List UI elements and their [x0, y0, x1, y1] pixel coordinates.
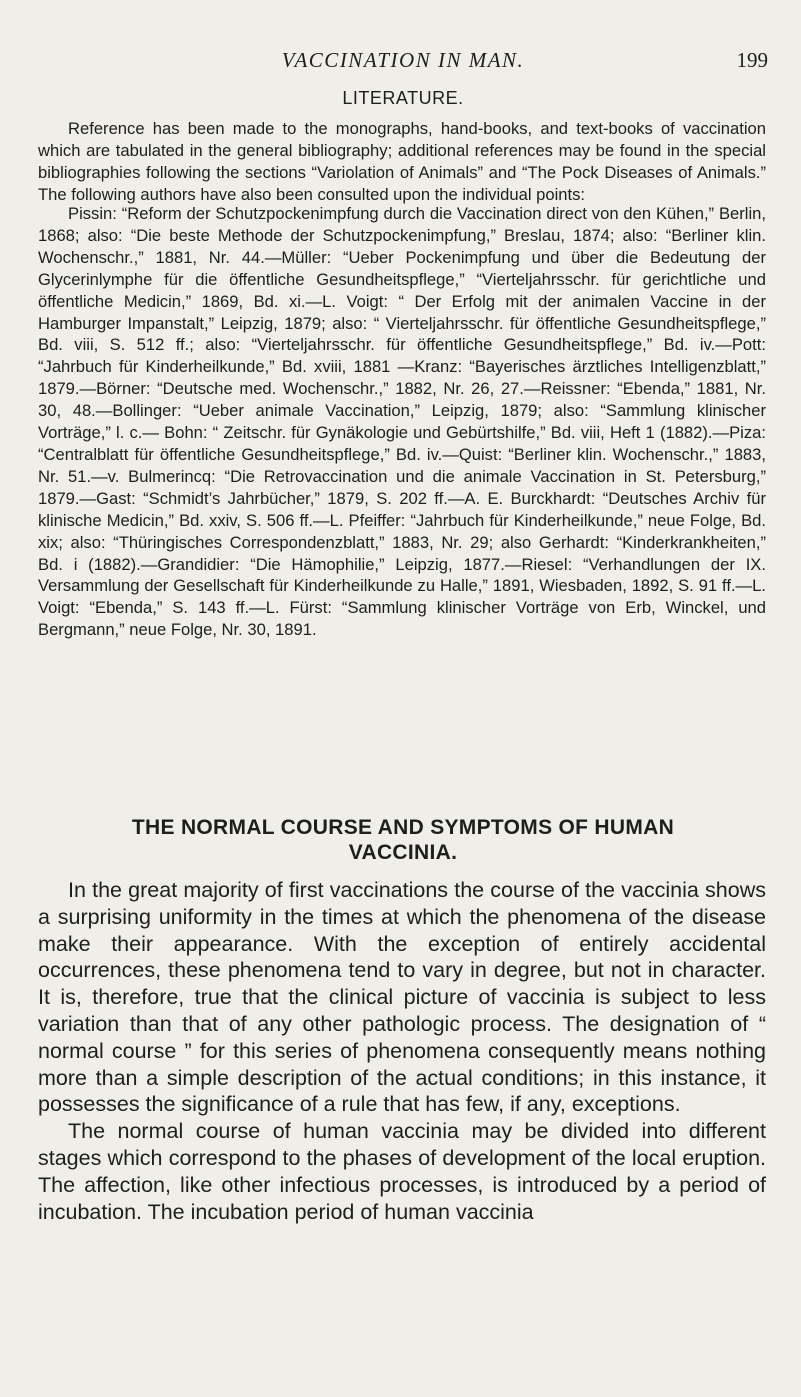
- literature-intro: [38, 118, 766, 206]
- page-number: 199: [736, 48, 768, 72]
- literature-heading: LITERATURE.: [342, 88, 464, 108]
- running-head: [38, 48, 768, 78]
- body-paragraph-2: The normal course of human vaccinia may be divided into different stages which correspond to the phases of development of the local eruption. The affection, like other infectious processes, is introduced by a period of incubation. The incubation period of human vaccinia: [38, 1119, 766, 1224]
- references-paragraph: Pissin: “Reform der Schutzpockenimpfung durch die Vaccination direct von den Kühen,” Berlin, 1868; also: “Die beste Methode der Schutzpockenimpfung,” Breslau, 1874; also: “Berliner klin. Wochenschr.,” 1881, Nr. 44.—Müller: “Ueber Pockenimpfung und über die Bedeutung der Glycerinlymphe für die öffentliche Gesundheitspflege,” “Vierteljahrsschr. für gerichtliche und öffentliche Medicin,” 1869, Bd. xi.—L. Voigt: “ Der Erfolg mit der animalen Vaccine in der Hamburger Impanstalt,” Leipzig, 1879; also: “ Vierteljahrsschr. für öffentliche Gesundheitspflege,” Bd. viii, S. 512 ff.; also: “Vierteljahrsschr. für öffentliche Gesundheitspflege,” Bd. iv.—Pott: “Jahrbuch für Kinderheilkunde,” Bd. xviii, 1881 —Kranz: “Bayerisches ärztliches Intelligenzblatt,” 1879.—Börner: “Deutsche med. Wochenschr.,” 1882, Nr. 26, 27.—Reissner: “Ebenda,” 1881, Nr. 30, 48.—Bollinger: “Ueber animale Vaccination,” Leipzig, 1879; also: “Sammlung klinischer Vorträge,” l. c.— Bohn: “ Zeitschr. für Gynäkologie und Gebürtshilfe,” Bd. viii, Heft 1 (1882).—Piza: “Centralblatt für öffentliche Gesundheitspflege,” Bd. iv.—Quist: “Berliner klin. Wochenschr.,” 1883, Nr. 51.—v. Bulmerincq: “Die Retrovaccination und die animale Vaccination in St. Petersburg,” 1879.—Gast: “Schmidt’s Jahrbücher,” 1879, S. 202 ff.—A. E. Burckhardt: “Deutsches Archiv für klinische Medicin,” Bd. xxiv, S. 506 ff.—L. Pfeiffer: “Jahrbuch für Kinderheilkunde,” neue Folge, Bd. xix; also: “Thüringisches Correspondenzblatt,” 1883, Nr. 29; also Gerhardt: “Kinderkrankheiten,” Bd. i (1882).—Grandidier: “Die Hämophilie,” Leipzig, 1877.—Riesel: “Verhandlungen der IX. Versammlung der Gesellschaft für Kinderheilkunde zu Halle,” 1891, Wiesbaden, 1892, S. 91 ff.—L. Voigt: “Ebenda,” S. 143 ff.—L. Fürst: “Sammlung klinischer Vorträge von Erb, Winckel, und Bergmann,” neue Folge, Nr. 30, 1891.: [38, 204, 766, 640]
- body-paragraph-1: In the great majority of first vaccinations the course of the vaccinia shows a surprising uniformity in the times at which the phenomena of the disease make their appearance. With the exception of entirely accidental occurrences, these phenomena tend to vary in degree, but not in character. It is, therefore, true that the clinical picture of vaccinia is subject to less variation than that of any other pathologic process. The designation of “ normal course ” for this series of phenomena consequently means nothing more than a simple description of the actual conditions; in this instance, it possesses the significance of a rule that has few, if any, exceptions.: [38, 878, 766, 1117]
- running-title: VACCINATION IN MAN.: [281, 48, 525, 72]
- literature-intro-paragraph: Reference has been made to the monographs, hand-books, and text-books of vaccination which are tabulated in the general bibliography; additional references may be found in the special bibliographies following the sections “Variolation of Animals” and “The Pock Diseases of Animals.” The following authors have also been consulted upon the individual points:: [38, 119, 766, 204]
- section-heading: [38, 815, 768, 865]
- section-body: [38, 877, 766, 1225]
- literature-references: [38, 203, 766, 641]
- section-heading-line-1: THE NORMAL COURSE AND SYMPTOMS OF HUMAN: [131, 816, 675, 839]
- section-heading-line-2: VACCINIA.: [348, 841, 458, 864]
